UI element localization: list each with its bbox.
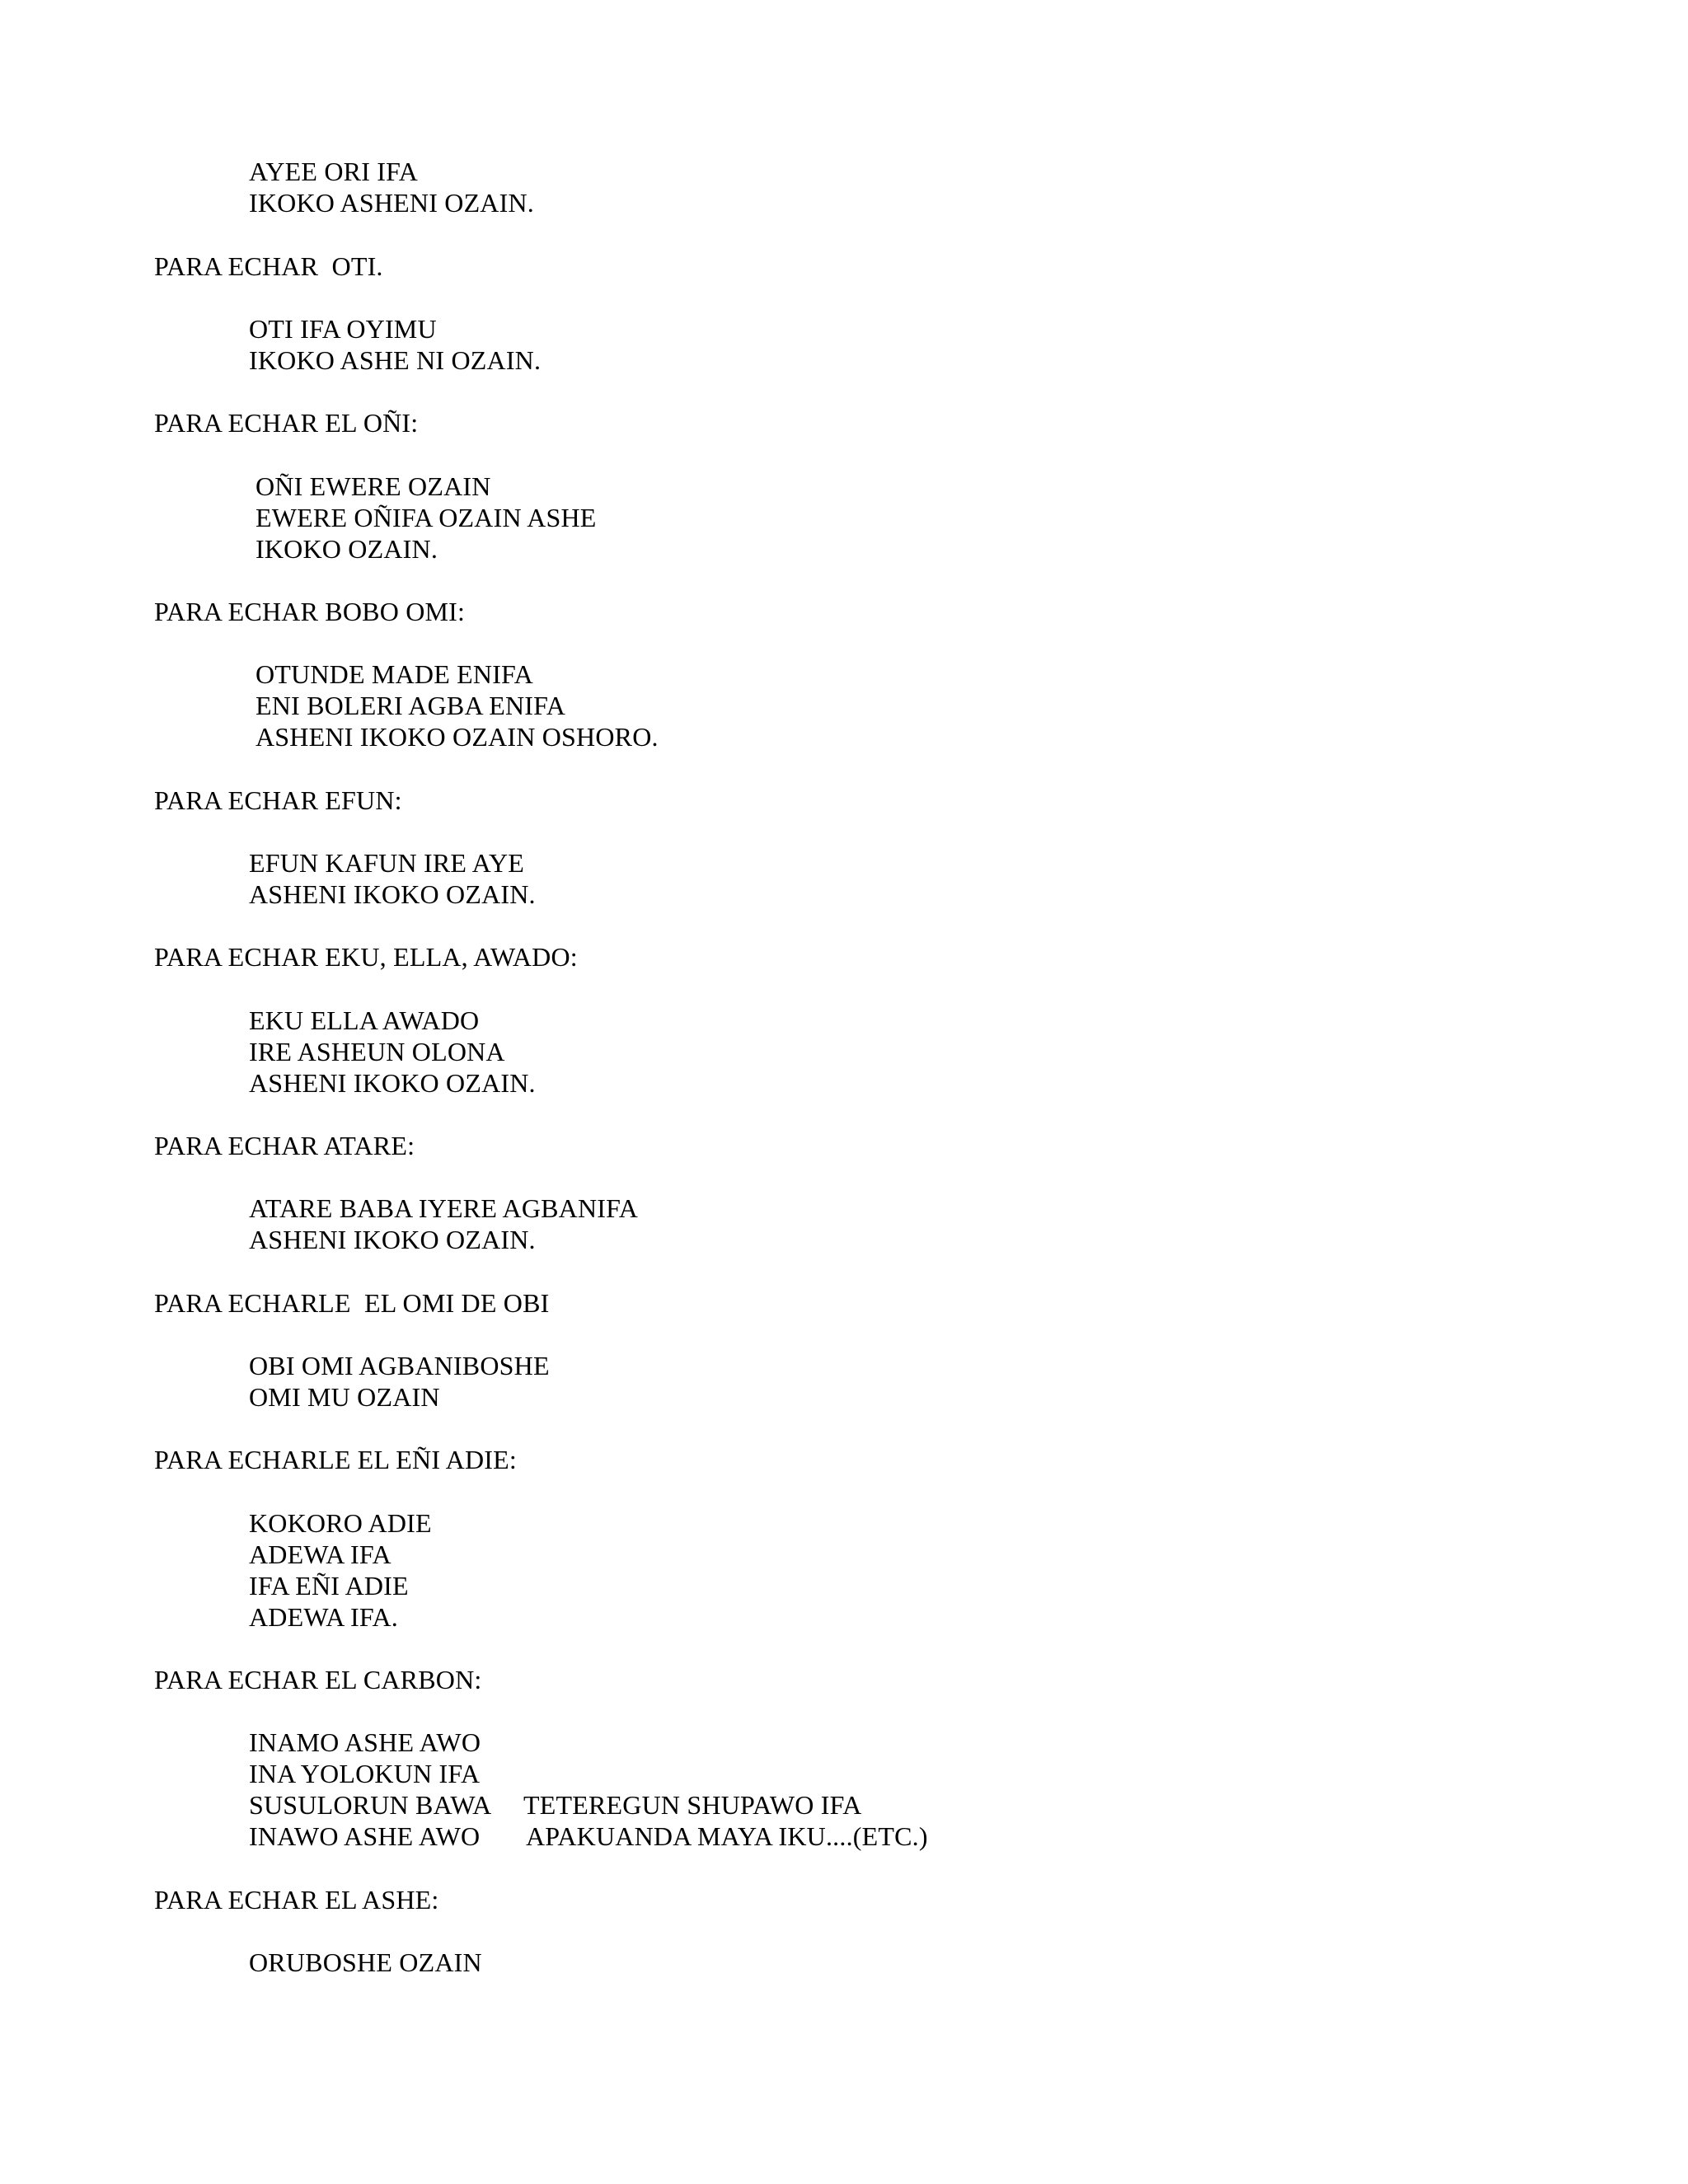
- verse-line: OTI IFA OYIMU: [249, 314, 437, 344]
- section-heading: PARA ECHAR EKU, ELLA, AWADO:: [154, 942, 578, 972]
- verse-line: ENI BOLERI AGBA ENIFA: [256, 691, 566, 720]
- verse-line: IRE ASHEUN OLONA: [249, 1037, 505, 1066]
- verse-line: IKOKO ASHE NI OZAIN.: [249, 345, 542, 375]
- verse-line: OTUNDE MADE ENIFA: [256, 659, 533, 689]
- verse-line-second-column: APAKUANDA MAYA IKU....(ETC.): [526, 1821, 928, 1851]
- section-heading: PARA ECHAR OTI.: [154, 251, 383, 281]
- section-heading: PARA ECHAR ATARE:: [154, 1131, 415, 1160]
- verse-line: INA YOLOKUN IFA: [249, 1759, 481, 1788]
- verse-line: OÑI EWERE OZAIN: [256, 471, 491, 501]
- verse-line: OMI MU OZAIN: [249, 1382, 440, 1412]
- verse-line: IKOKO OZAIN.: [256, 534, 438, 564]
- verse-line: ADEWA IFA.: [249, 1602, 398, 1632]
- verse-line: SUSULORUN BAWA: [249, 1790, 492, 1820]
- section-heading: PARA ECHAR EL CARBON:: [154, 1665, 482, 1694]
- section-heading: PARA ECHAR EL ASHE:: [154, 1885, 439, 1915]
- verse-line: ORUBOSHE OZAIN: [249, 1947, 482, 1977]
- verse-line: ASHENI IKOKO OZAIN OSHORO.: [256, 722, 659, 752]
- section-heading: PARA ECHAR BOBO OMI:: [154, 597, 466, 626]
- verse-line: EWERE OÑIFA OZAIN ASHE: [256, 503, 597, 532]
- verse-line: ASHENI IKOKO OZAIN.: [249, 1068, 536, 1098]
- verse-line: INAWO ASHE AWO: [249, 1821, 481, 1851]
- verse-line: ADEWA IFA: [249, 1540, 392, 1569]
- verse-line: AYEE ORI IFA: [249, 157, 419, 186]
- section-heading: PARA ECHAR EFUN:: [154, 785, 402, 815]
- verse-line: INAMO ASHE AWO: [249, 1727, 481, 1757]
- section-heading: PARA ECHAR EL OÑI:: [154, 408, 419, 438]
- verse-line: KOKORO ADIE: [249, 1508, 432, 1538]
- verse-line: ATARE BABA IYERE AGBANIFA: [249, 1193, 639, 1223]
- verse-line: IFA EÑI ADIE: [249, 1571, 409, 1601]
- verse-line: ASHENI IKOKO OZAIN.: [249, 1225, 536, 1254]
- section-heading: PARA ECHARLE EL OMI DE OBI: [154, 1288, 550, 1318]
- verse-line: IKOKO ASHENI OZAIN.: [249, 188, 534, 218]
- verse-line: ASHENI IKOKO OZAIN.: [249, 879, 536, 909]
- verse-line: EKU ELLA AWADO: [249, 1005, 480, 1035]
- verse-line: EFUN KAFUN IRE AYE: [249, 848, 525, 878]
- verse-line-second-column: TETEREGUN SHUPAWO IFA: [523, 1790, 862, 1820]
- verse-line: OBI OMI AGBANIBOSHE: [249, 1351, 550, 1380]
- section-heading: PARA ECHARLE EL EÑI ADIE:: [154, 1445, 517, 1474]
